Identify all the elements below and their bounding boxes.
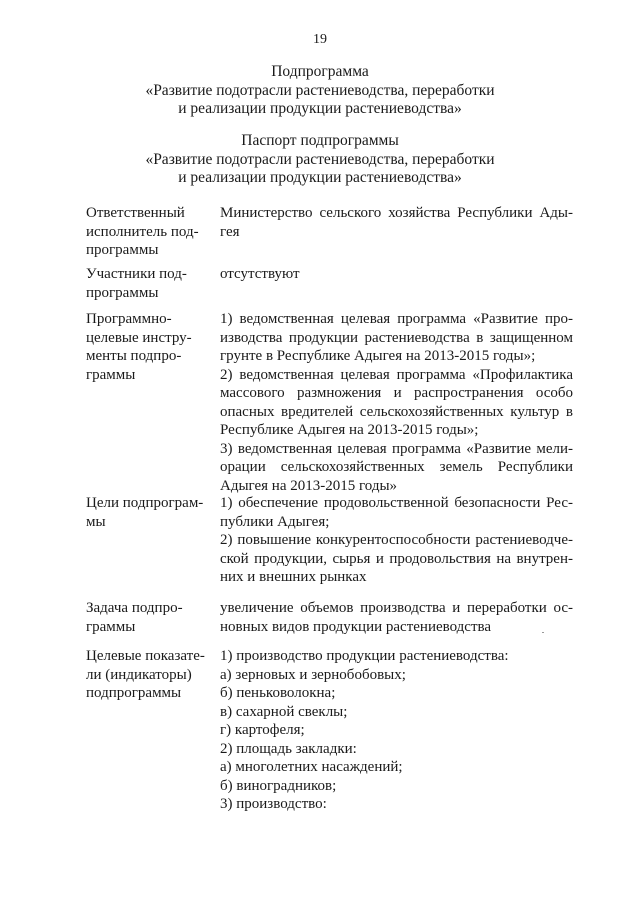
value-line: орации сельскохозяйственных земель Республики [220, 459, 573, 475]
value-line: 2) ведомственная целевая программа «Профилактика [220, 366, 573, 383]
passport-title [0, 132, 640, 188]
row-value [220, 265, 573, 284]
value-line: Адыгея на 2013-2015 годы» [220, 477, 398, 494]
value-line: 3) производство: [220, 796, 327, 812]
value-line: 1) обеспечение продовольственной безопасности Рес- [220, 495, 573, 511]
label-line: исполнитель под- [86, 223, 199, 240]
row-value [220, 204, 573, 241]
label-line: подпрограммы [86, 685, 182, 701]
row-label [86, 599, 204, 636]
page-number: 19 [313, 32, 327, 47]
value-line: Министерство сельского хозяйства Республики Ады- [220, 205, 573, 221]
value-line: массового размножения и распространения особо [220, 385, 573, 401]
row-label [86, 204, 204, 260]
value-line: опасных вредителей сельскохозяйственных культур в [220, 403, 573, 420]
value-line: публики Адыгея; [220, 513, 330, 530]
value-line: 3) ведомственная целевая программа «Развитие мели- [220, 440, 573, 457]
row-label [86, 265, 204, 302]
subprogram-title-line: Подпрограмма [271, 63, 369, 80]
row-value [220, 310, 573, 495]
value-line: них и внешних рынках [220, 569, 367, 585]
value-line: 2) повышение конкурентоспособности растениеводче- [220, 532, 573, 548]
value-line: гея [220, 223, 240, 240]
row-label [86, 494, 204, 531]
row-value [220, 647, 573, 814]
label-line: Задача подпро- [86, 600, 183, 616]
label-line: целевые инстру- [86, 329, 192, 346]
label-line: Программно- [86, 311, 172, 327]
value-line: изводства продукции растениеводства в защищенном [220, 329, 573, 346]
value-line: ской продукции, сырья и продовольствия на внутрен- [220, 550, 573, 567]
value-line: грунте в Республике Адыгея на 2013-2015 годы»; [220, 348, 536, 364]
passport-title-line: и реализации продукции растениеводства» [178, 169, 462, 186]
label-line: Участники под- [86, 266, 187, 282]
value-line: б) пеньковолокна; [220, 685, 336, 701]
value-line: 2) площадь закладки: [220, 740, 357, 757]
subprogram-title-line: «Развитие подотрасли растениеводства, переработки [145, 81, 495, 99]
label-line: мы [86, 513, 106, 530]
row-value [220, 599, 573, 636]
label-line: программы [86, 242, 159, 258]
subprogram-title-line: и реализации продукции растениеводства» [178, 100, 462, 117]
label-line: граммы [86, 366, 136, 383]
passport-title-line: Паспорт подпрограммы [241, 132, 399, 149]
value-line: 1) производство продукции растениеводства: [220, 648, 509, 664]
value-line: а) зерновых и зернобобовых; [220, 666, 406, 683]
row-label [86, 310, 204, 384]
value-line: новных видов продукции растениеводства [220, 618, 492, 635]
value-line: отсутствуют [220, 266, 300, 282]
scan-speck [542, 632, 544, 633]
value-line: а) многолетних насаждений; [220, 759, 403, 775]
value-line: 1) ведомственная целевая программа «Развитие про- [220, 311, 573, 327]
passport-title-line: «Развитие подотрасли растениеводства, переработки [145, 150, 495, 168]
subprogram-title [0, 63, 640, 119]
label-line: ли (индикаторы) [86, 666, 192, 683]
value-line: Республике Адыгея на 2013-2015 годы»; [220, 422, 479, 438]
value-line: г) картофеля; [220, 722, 305, 738]
row-value [220, 494, 573, 587]
value-line: б) виноградников; [220, 777, 337, 794]
label-line: Цели подпрограм- [86, 495, 204, 511]
row-label [86, 647, 204, 703]
value-line: увеличение объемов производства и переработки ос- [220, 600, 573, 616]
value-line: в) сахарной свеклы; [220, 703, 348, 720]
label-line: Целевые показате- [86, 648, 205, 664]
label-line: Ответственный [86, 205, 185, 221]
label-line: программы [86, 284, 159, 301]
label-line: граммы [86, 618, 136, 635]
label-line: менты подпро- [86, 348, 182, 364]
